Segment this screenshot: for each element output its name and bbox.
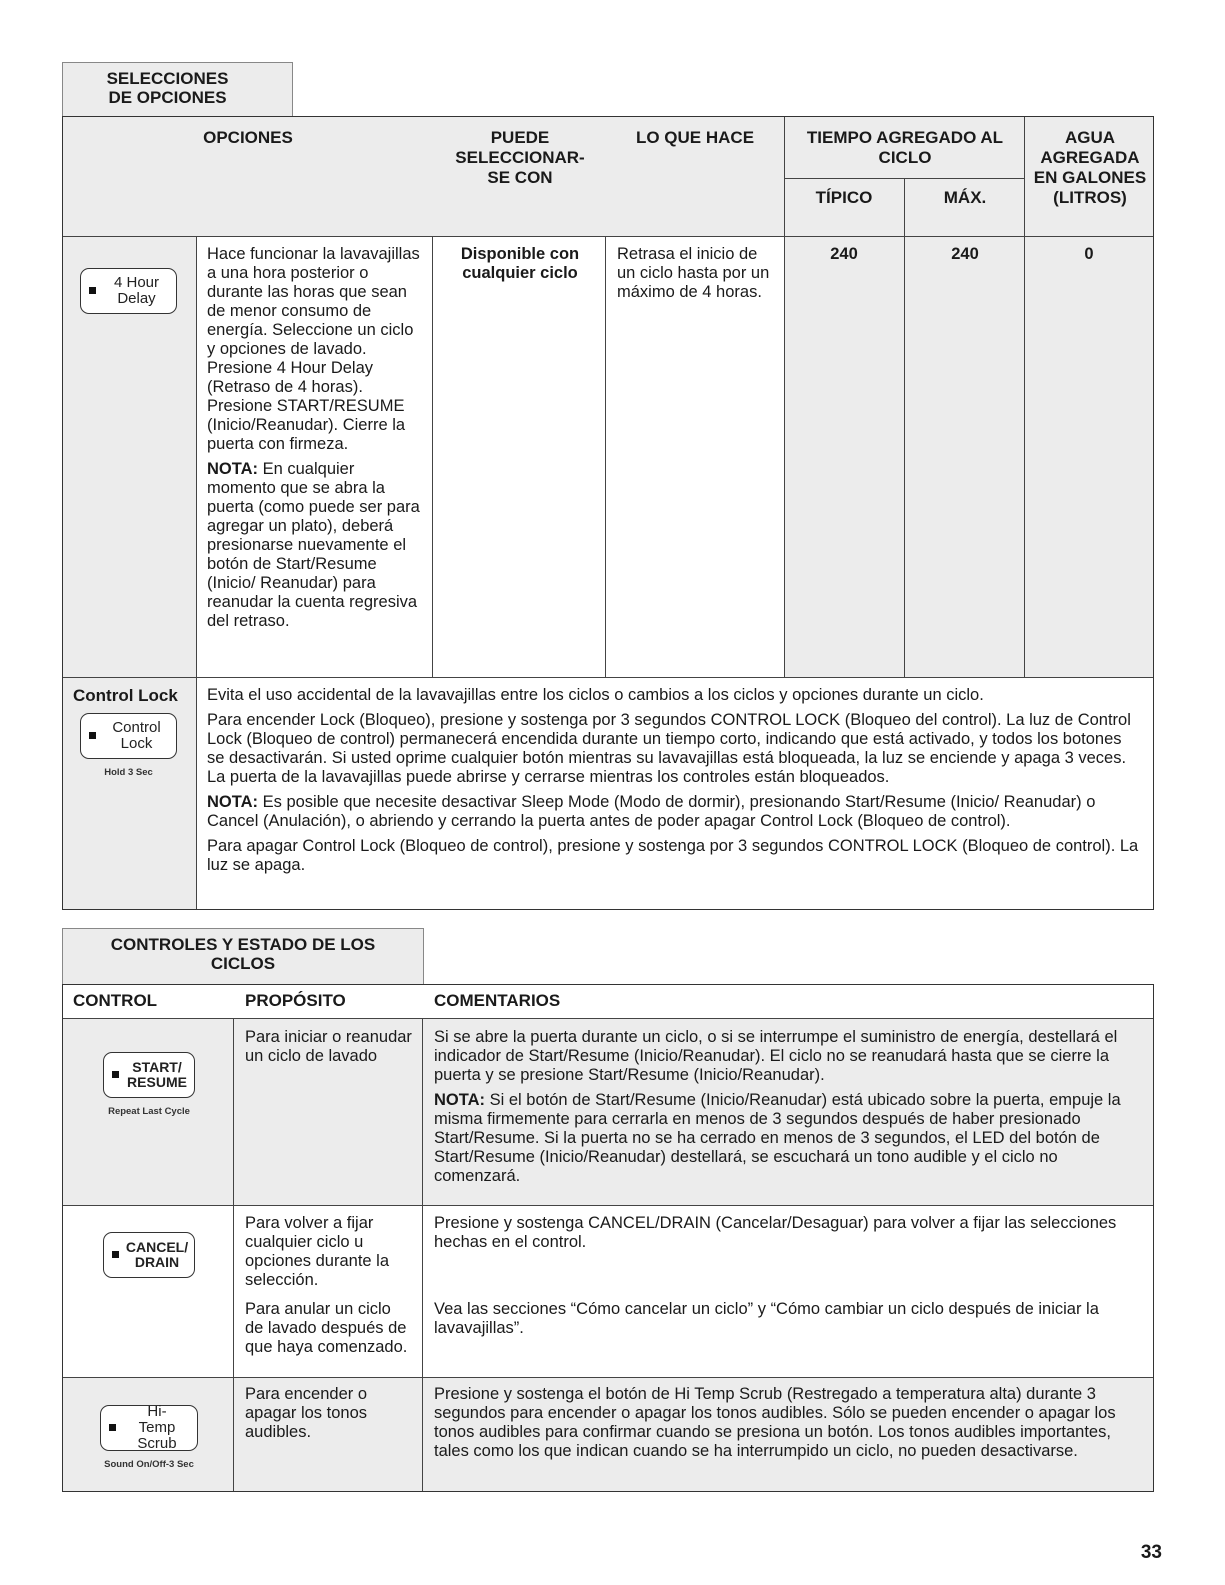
delay-description-cell (207, 245, 422, 637)
start-purpose: Para iniciar o reanudar un ciclo de lavado (245, 1028, 412, 1065)
control-lock-p1: Evita el uso accidental de la lavavajillas entre los ciclos o cambios a los ciclos y opciones durante un ciclo. (207, 686, 984, 704)
start-button-label-line2: RESUME (127, 1074, 187, 1090)
cancel-comment-1: Presione y sostenga CANCEL/DRAIN (Cancelar/Desaguar) para volver a fijar las selecciones hechas en el control. (434, 1214, 1117, 1251)
delay-note-label: NOTA: (207, 460, 259, 478)
cancel-button-label-line1: CANCEL/ (125, 1239, 189, 1255)
hi-temp-scrub-button[interactable] (100, 1405, 198, 1451)
start-resume-button[interactable] (103, 1052, 195, 1098)
header-time-added: TIEMPO AGREGADO AL CICLO (806, 128, 1004, 167)
control-lock-description-cell (207, 686, 1142, 881)
header-max: MÁX. (943, 188, 987, 207)
hitemp-purpose: Para encender o apagar los tonos audibles. (245, 1385, 368, 1441)
delay-typical-time: 240 (830, 245, 858, 263)
options-section-tab (62, 62, 293, 116)
delay-can-select: Disponible con cualquier ciclo (460, 245, 580, 282)
hitemp-button-label: Hi-Temp Scrub (137, 1403, 177, 1452)
options-section-title: SELECCIONES DE OPCIONES (106, 69, 229, 107)
delay-water: 0 (1084, 245, 1094, 263)
header-options: OPCIONES (203, 128, 293, 147)
hitemp-button-sublabel: Sound On/Off-3 Sec (104, 1459, 194, 1470)
control-lock-p2: Para encender Lock (Bloqueo), presione y sostenga por 3 segundos CONTROL LOCK (Bloqueo del control). La luz de Control Lock (Bloqueo de control) permanecerá encendida durante un tiempo corto, indicando que está activado, y todos los botones se desactivarán. Si usted oprime cualquier botón mientras su lavavajillas está bloqueada, la luz se enciende y apaga 3 veces. La puerta de la lavavajillas puede abrirse y cerrarse mientras los controles están bloqueados. (207, 711, 1131, 786)
delay-description: Hace funcionar la lavavajillas a una hora posterior o durante las horas que sean de menor consumo de energía. Seleccione un ciclo y opciones de lavado. Presione 4 Hour Delay (Retraso de 4 horas). Presione START/RESUME (Inicio/Reanudar). Cierre la puerta con firmeza. (207, 245, 420, 453)
control-lock-note-label: NOTA: (207, 793, 259, 811)
start-button-sublabel: Repeat Last Cycle (108, 1106, 190, 1117)
four-hour-delay-button[interactable] (80, 268, 177, 314)
controls-section-tab (62, 928, 424, 984)
control-lock-button-sublabel: Hold 3 Sec (104, 767, 153, 778)
control-lock-button[interactable] (80, 713, 177, 759)
control-lock-note (207, 793, 1142, 831)
start-comment-cell (434, 1028, 1146, 1192)
start-note (434, 1091, 1146, 1186)
start-note-label: NOTA: (434, 1091, 486, 1109)
page-number: 33 (1140, 1542, 1162, 1563)
controls-section-title: CONTROLES Y ESTADO DE LOS CICLOS (110, 935, 376, 973)
cancel-purpose-2: Para anular un ciclo de lavado después de que haya comenzado. (245, 1300, 408, 1356)
delay-button-label: 4 Hour Delay (113, 274, 160, 307)
control-lock-p3: Para apagar Control Lock (Bloqueo de control), presione y sostenga por 3 segundos CONTROL LOCK (Bloqueo de control). La luz se apaga. (207, 837, 1139, 874)
start-note-text: Si el botón de Start/Resume (Inicio/Reanudar) está ubicado sobre la puerta, empuje la misma firmemente para cerrarla en menos de 3 segundos después de haber presionado Start/Resume. Si la puerta no se ha cerrado en menos de 3 segundos, el LED del botón de Start/Resume (Inicio/Reanudar) destellará, se escuchará un tono audible y el ciclo no comenzará. (434, 1091, 1121, 1185)
cancel-button-label-line2: DRAIN (134, 1254, 180, 1270)
start-button-label-line1: START/ (132, 1059, 182, 1075)
header-control: CONTROL (73, 991, 158, 1010)
delay-note (207, 460, 422, 631)
header-can-select: PUEDE SELECCIONAR-SE CON (455, 128, 585, 187)
header-typical: TÍPICO (815, 188, 873, 207)
control-lock-led-indicator (89, 732, 96, 739)
delay-max-time: 240 (951, 245, 979, 263)
delay-other-cells (784, 237, 1153, 677)
cancel-button-label (124, 1233, 190, 1277)
delay-note-text: En cualquier momento que se abra la puerta (como puede ser para agregar un plato), deberá presionarse nuevamente el botón de Start/Resume (Inicio/ Reanudar) para reanudar la cuenta regresiva del retraso. (207, 460, 420, 630)
start-button-label (124, 1053, 190, 1097)
cancel-drain-button[interactable] (103, 1232, 195, 1278)
delay-what-it-does: Retrasa el inicio de un ciclo hasta por un máximo de 4 horas. (617, 245, 770, 301)
header-water: AGUA AGREGADA EN GALONES (LITROS) (1033, 128, 1147, 207)
start-comment: Si se abre la puerta durante un ciclo, o si se interrumpe el suministro de energía, destellará el indicador de Start/Resume (Inicio/Reanudar). El ciclo no se reanudará hasta que se cierre la puerta y se presione Start/Resume (Inicio/Reanudar). (434, 1028, 1118, 1084)
control-lock-note-text: Es posible que necesite desactivar Sleep Mode (Modo de dormir), presionando Start/Resume (Inicio/ Reanudar) o Cancel (Anulación), o abriendo y cerrando la puerta antes de poder apagar Control Lock (Bloqueo de control). (207, 793, 1096, 830)
cancel-purpose-1: Para volver a fijar cualquier ciclo u opciones durante la selección. (245, 1214, 390, 1289)
header-what-it-does: LO QUE HACE (635, 128, 755, 147)
control-lock-title: Control Lock (73, 686, 178, 705)
cancel-comment-2: Vea las secciones “Cómo cancelar un ciclo” y “Cómo cambiar un ciclo después de iniciar la lavavajillas”. (434, 1300, 1099, 1337)
hitemp-led-indicator (109, 1424, 116, 1431)
cancel-led-indicator (112, 1251, 119, 1258)
delay-led-indicator (89, 287, 96, 294)
control-lock-button-label: Control Lock (112, 719, 161, 752)
start-led-indicator (112, 1071, 119, 1078)
header-purpose: PROPÓSITO (245, 991, 346, 1010)
hitemp-comment: Presione y sostenga el botón de Hi Temp Scrub (Restregado a temperatura alta) durante 3 segundos para encender o apagar los tonos audibles. Sólo se pueden encender o apagar los tonos audibles para confirmar cuando se presiona un botón. Los tonos audibles importantes, tales como los que indican cuando se ha interrumpido un ciclo, no pueden desactivarse. (434, 1385, 1116, 1460)
header-comments: COMENTARIOS (434, 991, 561, 1010)
